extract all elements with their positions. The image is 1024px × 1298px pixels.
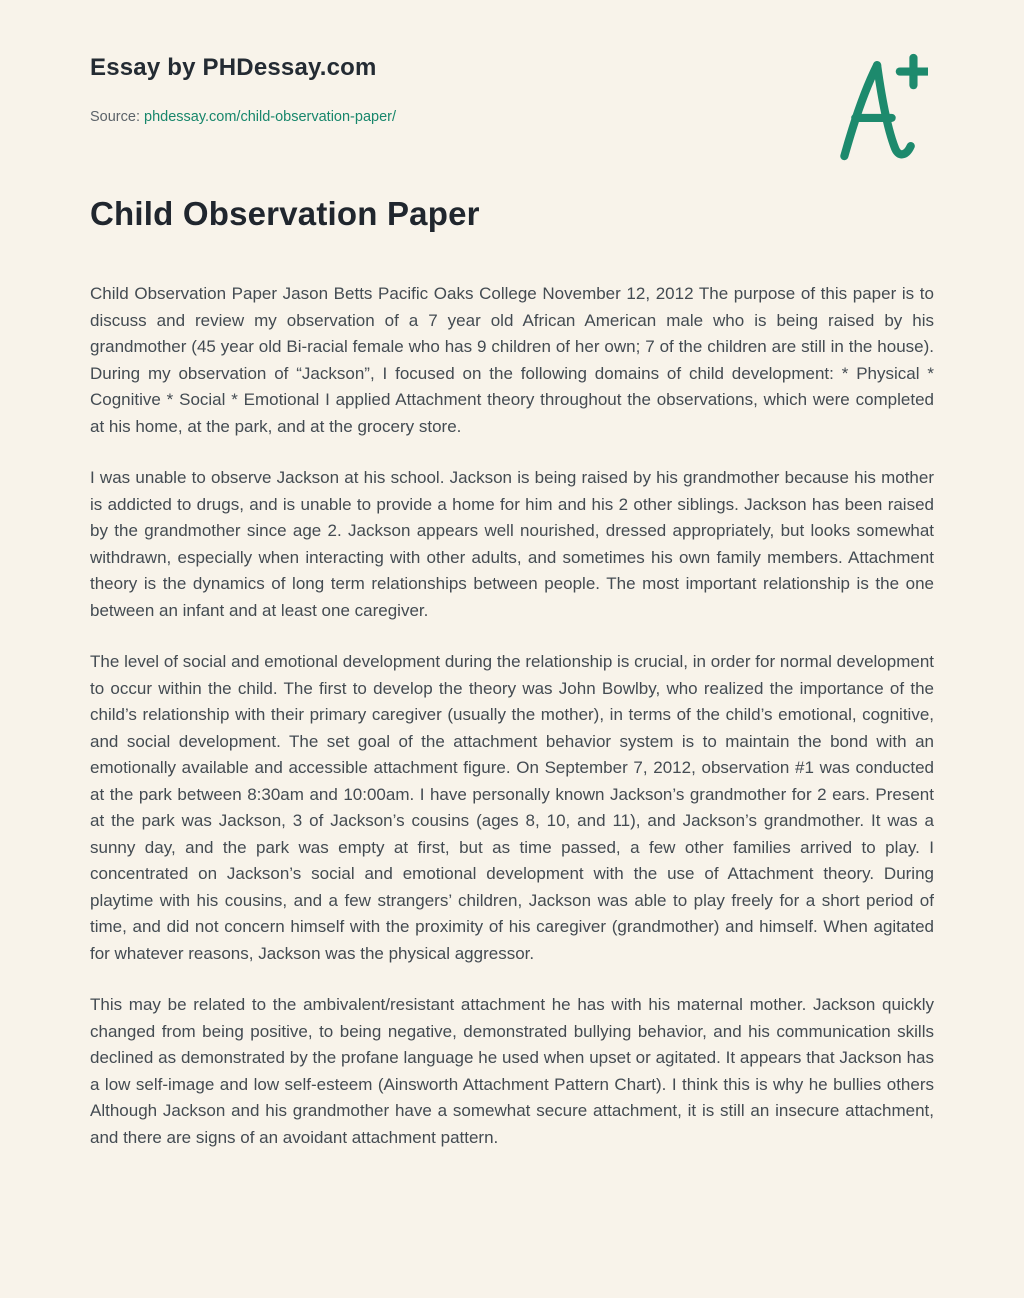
source-label: Source: [90,109,144,125]
source-link[interactable]: phdessay.com/child-observation-paper/ [144,109,397,125]
site-header-title: Essay by PHDessay.com [90,54,377,81]
essay-paragraph: The level of social and emotional development during the relationship is crucial, in order for normal development to occur within the child. The first to develop the theory was John Bowlby, who realized the importance of the child’s relationship with their primary caregiver (usually the mother), in terms of the child’s emotional, cognitive, and social development. The set goal of the attachment behavior system is to maintain the bond with an emotionally available and accessible attachment figure. On September 7, 2012, observation #1 was conducted at the park between 8:30am and 10:00am. I have personally known Jackson’s grandmother for 2 ears. Present at the park was Jackson, 3 of Jackson’s cousins (ages 8, 10, and 11), and Jackson’s grandmother. It was a sunny day, and the park was empty at first, but as time passed, a few other families arrived to play. I concentrated on Jackson’s social and emotional development with the use of Attachment theory. During playtime with his cousins, and a few strangers’ children, Jackson was able to play freely for a short period of time, and did not concern himself with the proximity of his caregiver (grandmother) and himself. When agitated for whatever reasons, Jackson was the physical aggressor. [90,652,934,963]
essay-paragraph: Child Observation Paper Jason Betts Pacific Oaks College November 12, 2012 The purpose of this paper is to discuss and review my observation of a 7 year old African American male who is being raised by his grandmother (45 year old Bi-racial female who has 9 children of her own; 7 of the children are still in the house). During my observation of “Jackson”, I focused on the following domains of child development: * Physical * Cognitive * Social * Emotional I applied Attachment theory throughout the observations, which were completed at his home, at the park, and at the grocery store. [90,284,934,436]
essay-body [90,281,934,1151]
essay-paragraph: This may be related to the ambivalent/resistant attachment he has with his maternal mother. Jackson quickly changed from being positive, to being negative, demonstrated bullying behavior, and his communication skills declined as demonstrated by the profane language he used when upset or agitated. It appears that Jackson has a low self-image and low self-esteem (Ainsworth Attachment Pattern Chart). I think this is why he bullies others Although Jackson and his grandmother have a somewhat secure attachment, it is still an insecure attachment, and there are signs of an avoidant attachment pattern. [90,995,934,1147]
page-title: Child Observation Paper [90,195,480,232]
page-header [90,54,934,125]
a-plus-logo [828,50,928,164]
essay-paragraph: I was unable to observe Jackson at his school. Jackson is being raised by his grandmother because his mother is addicted to drugs, and is unable to provide a home for him and his 2 other siblings. Jackson has been raised by the grandmother since age 2. Jackson appears well nourished, dressed appropriately, but looks somewhat withdrawn, especially when interacting with other adults, and sometimes his own family members. Attachment theory is the dynamics of long term relationships between people. The most important relationship is the one between an infant and at least one caregiver. [90,468,934,620]
source-line [90,109,934,125]
